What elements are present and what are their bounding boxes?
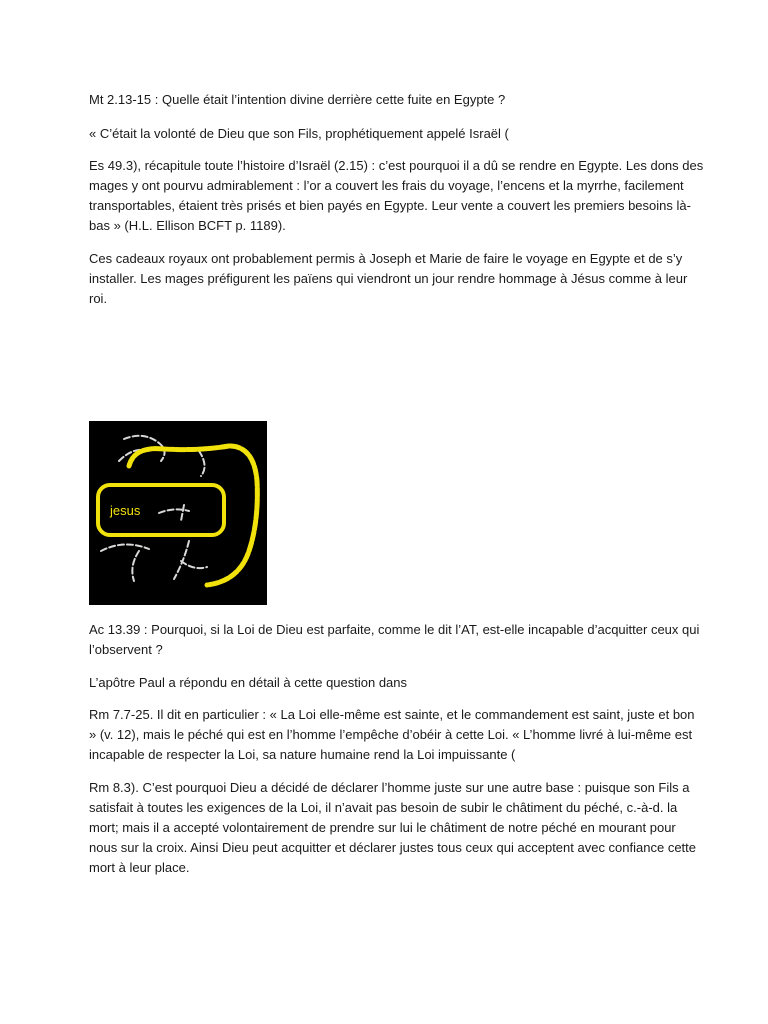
text-line: Rm 7.7-25. Il dit en particulier : « La Loi elle-même est sainte, et le commandement est saint, juste et bon bbox=[89, 707, 695, 722]
highlight-curve bbox=[129, 446, 257, 585]
text-line: Ces cadeaux royaux ont probablement permis à Joseph et Marie de faire le voyage en Egypte et de s’y bbox=[89, 251, 683, 266]
paragraph-apotre-paul bbox=[89, 673, 689, 693]
text-line: Mt 2.13-15 : Quelle était l’intention divine derrière cette fuite en Egypte ? bbox=[89, 92, 506, 107]
sketch-stroke bbox=[181, 505, 184, 521]
text-line: Rm 8.3). C’est pourquoi Dieu a décidé de déclarer l’homme juste sur une autre base : puisque son Fils a bbox=[89, 780, 690, 795]
text-line: installer. Les mages préfigurent les païens qui viendront un jour rendre hommage à Jésus comme à leur bbox=[89, 271, 688, 286]
text-line: satisfait à toutes les exigences de la Loi, il n’avait pas besoin de subir le châtiment du péché, c.-à-d. la bbox=[89, 800, 678, 815]
text-line: mort à leur place. bbox=[89, 860, 190, 875]
text-line: nous sur la croix. Ainsi Dieu peut acquitter et déclarer justes tous ceux qui acceptent avec confiance cette bbox=[89, 840, 697, 855]
paragraph-quote-start bbox=[89, 124, 689, 144]
paragraph-cadeaux-royaux bbox=[89, 249, 689, 309]
sketch-stroke bbox=[199, 451, 205, 476]
text-line: incapable de respecter la Loi, sa nature humaine rend la Loi impuissante ( bbox=[89, 747, 516, 762]
jesus-label: jesus bbox=[110, 503, 141, 518]
sketch-stroke bbox=[159, 509, 189, 513]
paragraph-rm-8-3 bbox=[89, 778, 697, 878]
sketch-drawing bbox=[89, 421, 267, 605]
text-line: roi. bbox=[89, 291, 108, 306]
text-line: L’apôtre Paul a répondu en détail à cette question dans bbox=[89, 675, 408, 690]
text-line: bas » (H.L. Ellison BCFT p. 1189). bbox=[89, 218, 286, 233]
text-line: » (v. 12), mais le péché qui est en l’homme l’empêche d’obéir à cette Loi. « L’homme livré à lui-même est bbox=[89, 727, 693, 742]
paragraph-mt-2-13 bbox=[89, 90, 689, 110]
paragraph-es-49-3 bbox=[89, 156, 704, 236]
text-line: mages y ont pourvu admirablement : l’or a couvert les frais du voyage, l’encens et la myrrhe, facilement bbox=[89, 178, 684, 193]
jesus-sketch-image bbox=[89, 421, 267, 605]
sketch-stroke bbox=[101, 544, 149, 551]
text-line: Ac 13.39 : Pourquoi, si la Loi de Dieu est parfaite, comme le dit l’AT, est-elle incapable d’acquitter ceux qui bbox=[89, 622, 700, 637]
text-line: « C’était la volonté de Dieu que son Fils, prophétiquement appelé Israël ( bbox=[89, 126, 509, 141]
paragraph-ac-13-39 bbox=[89, 620, 700, 660]
sketch-stroke bbox=[132, 551, 139, 581]
sketch-stroke bbox=[174, 541, 189, 579]
sketch-stroke bbox=[181, 561, 207, 568]
paragraph-rm-7-7 bbox=[89, 705, 695, 765]
text-line: l’observent ? bbox=[89, 642, 163, 657]
text-line: transportables, étaient très prisés et bien payés en Egypte. Leur vente a couvert les premiers besoins là- bbox=[89, 198, 691, 213]
text-line: mort; mais il a accepté volontairement de prendre sur lui le châtiment de notre péché en mourant pour bbox=[89, 820, 676, 835]
text-line: Es 49.3), récapitule toute l’histoire d’Israël (2.15) : c’est pourquoi il a dû se rendre en Egypte. Les dons des bbox=[89, 158, 704, 173]
